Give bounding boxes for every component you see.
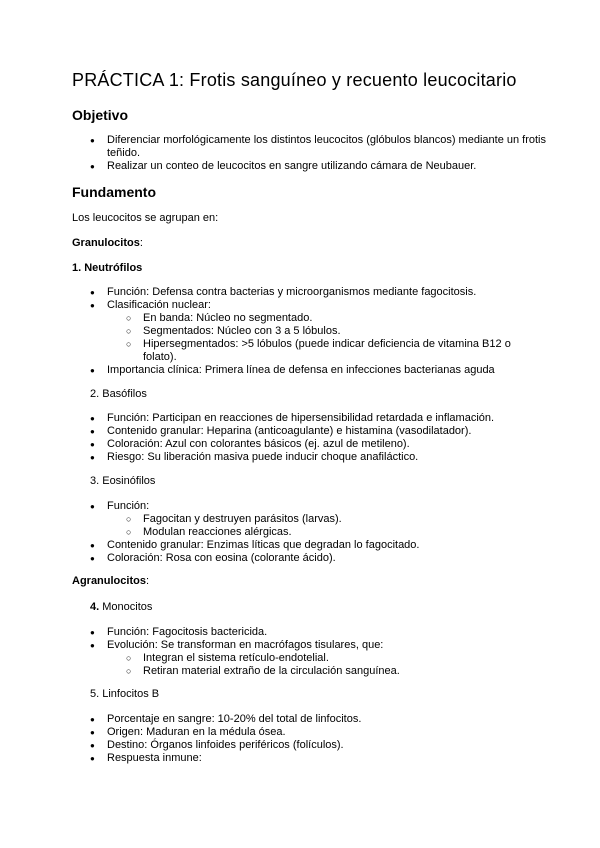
list-item: ● Importancia clínica: Primera línea de defensa en infecciones bacterianas aguda (107, 364, 527, 377)
eosinofilos-list (107, 500, 547, 565)
list-item: ● Riesgo: Su liberación masiva puede inducir choque anafiláctico. (107, 451, 547, 464)
list-item (107, 299, 527, 364)
list-item: ● Función: Defensa contra bacterias y microorganismos mediante fagocitosis. (107, 286, 527, 299)
colon: : (139, 237, 143, 249)
monocitos-title (90, 601, 152, 613)
neutrofilos-title: 1. Neutrófilos (72, 262, 143, 274)
list-item: ● Coloración: Azul con colorantes básicos (ej. azul de metileno). (107, 438, 547, 451)
sublist-item: ○ Retiran material extraño de la circulación sanguínea. (107, 665, 547, 678)
list-item: ● Función: Fagocitosis bactericida. (107, 626, 547, 639)
list-item: ● Contenido granular: Enzimas líticas que degradan lo fagocitado. (107, 539, 547, 552)
linfocitos-b-list (107, 713, 547, 765)
sublist-item: ○ Fagocitan y destruyen parásitos (larvas). (107, 513, 547, 526)
objetivo-list (107, 134, 547, 173)
basofilos-title: 2. Basófilos (90, 388, 147, 400)
eosinofilos-title: 3. Eosinófilos (90, 475, 156, 487)
basofilos-list (107, 412, 547, 464)
monocitos-list (107, 626, 547, 678)
sublist-item: ○ Integran el sistema retículo-endotelial. (107, 652, 547, 665)
list-item: ● Realizar un conteo de leucocitos en sangre utilizando cámara de Neubauer. (107, 160, 547, 173)
funcion-sublist (107, 513, 547, 539)
list-item: ● Coloración: Rosa con eosina (colorante ácido). (107, 552, 547, 565)
colon: : (145, 575, 150, 587)
monocitos-name: Monocitos (102, 601, 153, 613)
list-item: ● Origen: Maduran en la médula ósea. (107, 726, 547, 739)
agranulocitos-text: Agranulocitos (72, 575, 146, 587)
neutrofilos-list (107, 286, 527, 377)
page-title: PRÁCTICA 1: Frotis sanguíneo y recuento leucocitario (72, 70, 517, 90)
list-item: ● Contenido granular: Heparina (anticoagulante) e histamina (vasodilatador). (107, 425, 547, 438)
list-item (107, 500, 547, 539)
sublist-item: ○ Modulan reacciones alérgicas. (107, 526, 547, 539)
clasificacion-label: Clasificación nuclear: (107, 299, 211, 311)
sublist-item: ○ Segmentados: Núcleo con 3 a 5 lóbulos. (107, 325, 527, 338)
list-item: ● Diferenciar morfológicamente los distintos leucocitos (glóbulos blancos) mediante un frotis teñido. (107, 134, 547, 160)
fundamento-heading: Fundamento (72, 184, 156, 200)
granulocitos-text: Granulocitos (72, 237, 140, 249)
list-item: ● Respuesta inmune: (107, 752, 547, 765)
funcion-label: Función: (107, 500, 150, 512)
sublist-item: ○ En banda: Núcleo no segmentado. (107, 312, 527, 325)
list-item: ● Función: Participan en reacciones de hipersensibilidad retardada e inflamación. (107, 412, 547, 425)
linfocitos-b-title: 5. Linfocitos B (90, 688, 160, 700)
sublist-item: ○ Hipersegmentados: >5 lóbulos (puede indicar deficiencia de vitamina B12 o folato). (107, 338, 527, 364)
fundamento-intro: Los leucocitos se agrupan en: (72, 212, 219, 224)
evolucion-sublist (107, 652, 547, 678)
agranulocitos-label (72, 575, 149, 587)
granulocitos-label (72, 237, 143, 249)
objetivo-heading: Objetivo (72, 107, 129, 123)
evolucion-label: Evolución: Se transforman en macrófagos tisulares, que: (107, 639, 384, 651)
list-item: ● Porcentaje en sangre: 10-20% del total de linfocitos. (107, 713, 547, 726)
list-item (107, 639, 547, 678)
list-item: ● Destino: Órganos linfoides periféricos (folículos). (107, 739, 547, 752)
clasificacion-sublist (107, 312, 527, 364)
monocitos-number: 4. (90, 601, 100, 613)
